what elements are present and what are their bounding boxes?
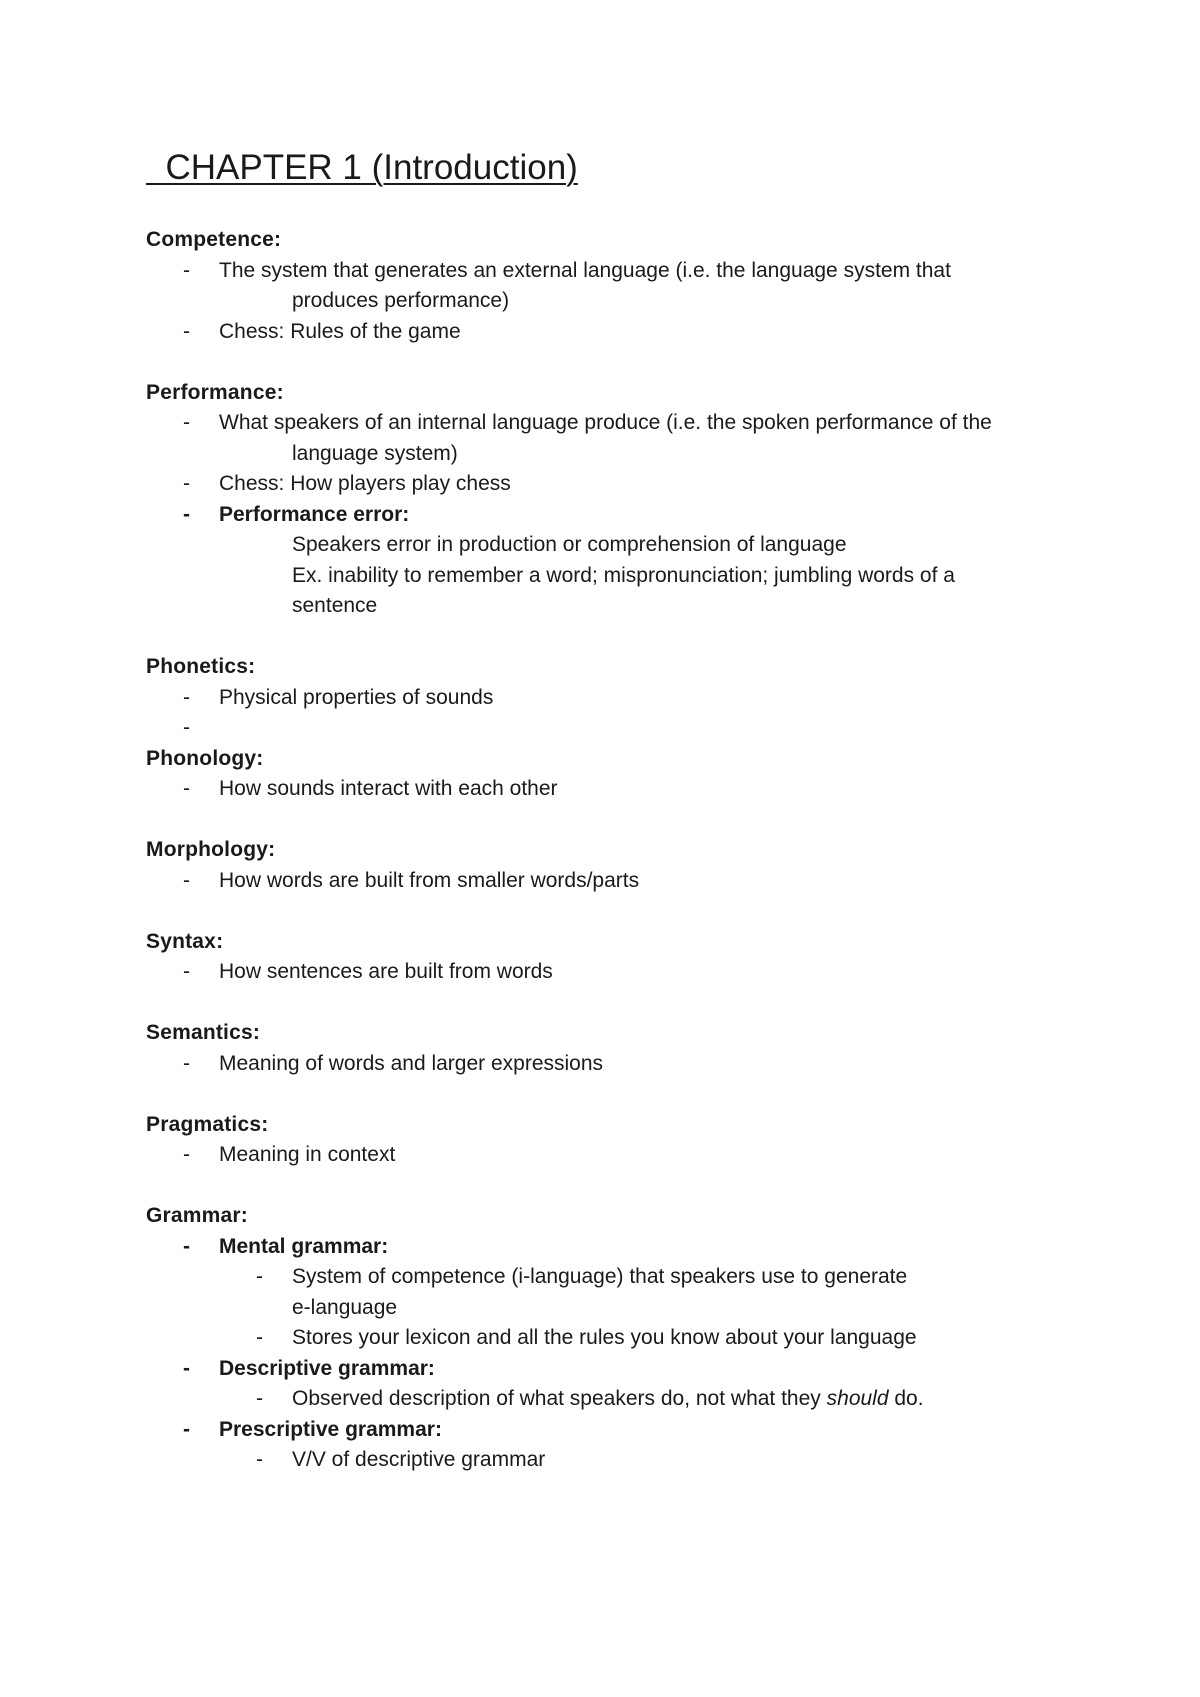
- bullet-item-bold: [146, 500, 1106, 531]
- bullet-text: Chess: How players play chess: [219, 472, 511, 495]
- bullet-dash: -: [183, 1234, 190, 1258]
- bullet-text: How sounds interact with each other: [219, 777, 558, 800]
- sub-text: sentence: [292, 594, 378, 617]
- bullet-dash: -: [183, 472, 190, 495]
- bullet-continuation: produces performance): [292, 289, 510, 312]
- sub-bullet-item: [146, 1445, 1106, 1476]
- bullet-dash: -: [183, 685, 190, 709]
- bullet-text: System of competence (i-language) that speakers use to generate: [292, 1265, 908, 1288]
- bullet-text: Meaning of words and larger expressions: [219, 1051, 604, 1075]
- section-competence: [146, 225, 1106, 347]
- sub-heading: Performance error:: [219, 502, 410, 526]
- bullet-item-bold: [146, 1354, 1106, 1385]
- section-pragmatics: [146, 1110, 1106, 1171]
- chapter-title: CHAPTER 1 (Introduction): [146, 148, 578, 187]
- bullet-continuation: language system): [292, 441, 458, 465]
- sub-bullet-item: [146, 1262, 1106, 1293]
- bullet-item: [146, 469, 1106, 500]
- section-morphology: [146, 835, 1106, 896]
- bullet-dash: -: [256, 1326, 263, 1349]
- bullet-item-bold: [146, 1415, 1106, 1446]
- bullet-item: [146, 408, 1106, 439]
- sub-text: Speakers error in production or comprehension of language: [292, 533, 847, 556]
- section-heading: Pragmatics:: [146, 1112, 269, 1136]
- bullet-text: Meaning in context: [219, 1143, 396, 1166]
- text-run: do.: [888, 1387, 924, 1410]
- sub-heading: Prescriptive grammar:: [219, 1417, 442, 1441]
- section-heading: Syntax:: [146, 929, 224, 953]
- bullet-dash: -: [183, 1143, 190, 1166]
- notes-body: [146, 225, 1106, 1476]
- section-heading: Competence:: [146, 228, 282, 251]
- bullet-item-bold: [146, 1232, 1106, 1263]
- bullet-item: [146, 1049, 1106, 1080]
- text-run: Observed description of what speakers do, not what they: [292, 1387, 827, 1410]
- section-semantics: [146, 1018, 1106, 1079]
- bullet-dash: -: [256, 1265, 263, 1288]
- bullet-item: [146, 774, 1106, 805]
- bullet-dash: -: [183, 960, 190, 983]
- section-phonetics: [146, 652, 1106, 744]
- bullet-text: How words are built from smaller words/parts: [219, 868, 640, 892]
- bullet-continuation: e-language: [292, 1295, 398, 1319]
- section-syntax: [146, 927, 1106, 988]
- bullet-dash: -: [183, 502, 190, 526]
- section-phonology: [146, 744, 1106, 805]
- bullet-text: Chess: Rules of the game: [219, 319, 461, 343]
- bullet-text: V/V of descriptive grammar: [292, 1448, 546, 1471]
- section-heading: Phonetics:: [146, 655, 256, 678]
- section-grammar: [146, 1201, 1106, 1476]
- sub-heading: Mental grammar:: [219, 1234, 389, 1258]
- bullet-dash: -: [183, 1051, 190, 1075]
- bullet-text: [292, 1387, 924, 1410]
- bullet-dash: -: [183, 777, 190, 800]
- bullet-dash: -: [183, 868, 190, 892]
- emphasis-text: should: [826, 1387, 889, 1410]
- section-heading: Phonology:: [146, 746, 264, 770]
- bullet-dash: -: [256, 1448, 263, 1471]
- bullet-dash: -: [183, 319, 190, 343]
- bullet-text: The system that generates an external language (i.e. the language system that: [219, 258, 951, 282]
- bullet-dash: -: [183, 258, 190, 282]
- bullet-item: [146, 957, 1106, 988]
- bullet-dash: -: [183, 1356, 190, 1380]
- bullet-item: [146, 256, 1106, 287]
- bullet-item: [146, 317, 1106, 348]
- bullet-dash: -: [183, 1417, 190, 1441]
- bullet-item: [146, 1140, 1106, 1171]
- section-heading: Semantics:: [146, 1021, 261, 1044]
- bullet-dash: -: [183, 411, 190, 434]
- section-heading: Grammar:: [146, 1204, 248, 1227]
- sub-bullet-item: [146, 1323, 1106, 1354]
- sub-bullet-item: [146, 1384, 1106, 1415]
- sub-heading: Descriptive grammar:: [219, 1356, 435, 1380]
- bullet-dash: -: [256, 1387, 263, 1410]
- section-performance: [146, 378, 1106, 622]
- section-heading: Morphology:: [146, 838, 276, 861]
- bullet-dash: -: [183, 716, 190, 739]
- bullet-item: [146, 683, 1106, 714]
- bullet-text: Physical properties of sounds: [219, 685, 494, 709]
- bullet-text: Stores your lexicon and all the rules you know about your language: [292, 1326, 917, 1349]
- bullet-text: What speakers of an internal language produce (i.e. the spoken performance of the: [219, 411, 992, 434]
- sub-text: Ex. inability to remember a word; mispronunciation; jumbling words of a: [292, 563, 955, 587]
- bullet-item: [146, 866, 1106, 897]
- section-heading: Performance:: [146, 380, 284, 404]
- bullet-item-empty: [146, 713, 1106, 744]
- bullet-text: How sentences are built from words: [219, 960, 553, 983]
